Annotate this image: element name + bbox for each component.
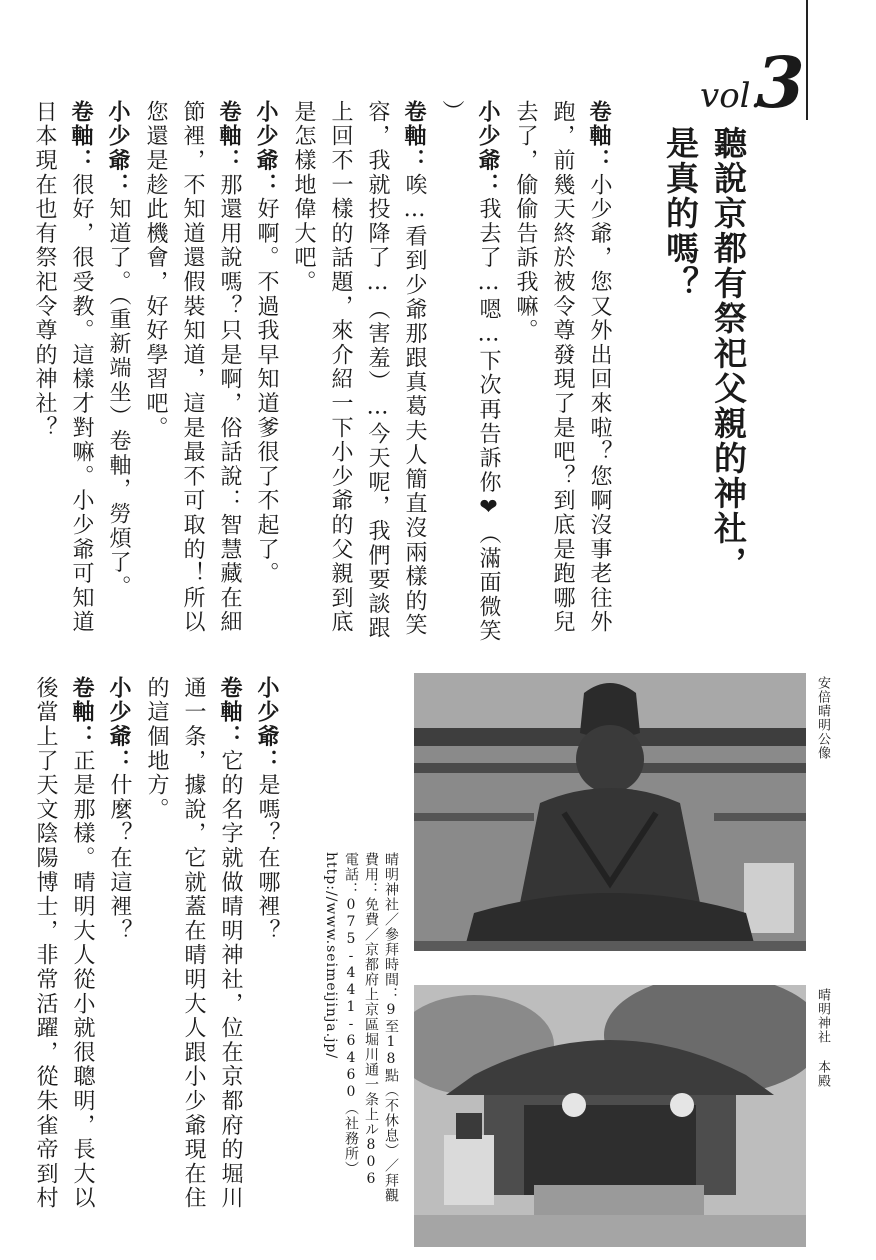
article-title-line-2: 是真的嗎？ — [661, 126, 700, 301]
dialogue-line: 卷軸：正是那樣。晴明大人從小就很聰明，長大以 — [69, 676, 95, 1211]
shrine-caption: 晴明神社 本殿 — [815, 988, 830, 1088]
shrine-info-line: 晴明神社／參拜時間：9至18點（不休息）／拜觀 — [383, 852, 399, 1203]
dialogue-line: 跑，前幾天終於被令尊發現了是吧？到底是跑哪兒 — [550, 100, 575, 635]
page-edge-rule — [806, 0, 808, 120]
shrine-illustration — [414, 985, 806, 1247]
dialogue-line: 卷軸：很好，很受教。這樣才對嘛。小少爺可知道 — [68, 100, 94, 635]
dialogue-line: 卷軸：小少爺，您又外出回來啦？您啊沒事老往外 — [586, 100, 612, 635]
statue-illustration — [414, 673, 806, 951]
statue-photo — [414, 673, 806, 951]
article-title-line-1: 聽說京都有祭祀父親的神社， — [709, 126, 748, 581]
dialogue-line: 後當上了天文陰陽博士，非常活躍，從朱雀帝到村 — [33, 676, 58, 1211]
dialogue-line: 小少爺：好啊。不過我早知道爹很了不起了。 — [253, 100, 279, 587]
dialogue-line: 卷軸：它的名字就做晴明神社，位在京都府的堀川 — [217, 676, 243, 1211]
speaker-label: 卷軸： — [586, 100, 612, 173]
speaker-label: 小少爺： — [253, 100, 279, 198]
dialogue-line: 您還是趁此機會，好好學習吧。 — [143, 100, 168, 441]
speaker-label: 卷軸： — [216, 100, 242, 173]
dialogue-line: 節裡，不知道還假裝知道，這是最不可取的！所以 — [180, 100, 205, 635]
speaker-label: 小少爺： — [105, 100, 131, 198]
shrine-website-link[interactable]: http://www.seimeijinja.jp/ — [323, 852, 339, 1060]
speaker-label: 卷軸： — [69, 676, 95, 749]
speaker-label: 小少爺： — [475, 100, 501, 198]
dialogue-line: 上回不一樣的話題，來介紹一下小少爺的父親到底 — [328, 100, 353, 635]
dialogue-line: 小少爺：是嗎？在哪裡？ — [254, 676, 280, 944]
shrine-photo — [414, 985, 806, 1247]
dialogue-line: 小少爺：什麼？在這裡？ — [106, 676, 132, 944]
dialogue-line: 小少爺：我去了…嗯…下次再告訴你❤（滿面微笑 — [475, 100, 501, 644]
speaker-label: 卷軸： — [401, 100, 427, 173]
statue-caption: 安倍晴明公像 — [815, 676, 830, 760]
dialogue-line: 小少爺：知道了。（重新端坐）卷軸，勞煩了。 — [105, 100, 131, 600]
volume-number: 3 — [756, 41, 805, 124]
dialogue-line: 是怎樣地偉大吧。 — [291, 100, 316, 295]
dialogue-line: 通一条，據說，它就蓋在晴明大人跟小少爺現在住 — [181, 676, 206, 1211]
speaker-label: 卷軸： — [68, 100, 94, 173]
volume-prefix: vol. — [700, 76, 762, 116]
shrine-info-line: 費用：免費／京都府上京區堀川通一条上ル806 — [363, 852, 379, 1188]
volume-label — [700, 41, 805, 128]
speaker-label: 卷軸： — [217, 676, 243, 749]
dialogue-line: ） — [439, 100, 464, 125]
dialogue-line: 日本現在也有祭祀令尊的神社？ — [32, 100, 57, 441]
shrine-info-line: 電話：075-441-6460（社務所） — [343, 852, 359, 1176]
dialogue-line: 去了，偷偷告訴我嘛。 — [513, 100, 538, 343]
dialogue-line: 的這個地方。 — [144, 676, 169, 822]
speaker-label: 小少爺： — [254, 676, 280, 774]
dialogue-line: 卷軸：那還用說嗎？只是啊，俗話說：智慧藏在細 — [216, 100, 242, 635]
dialogue-line: 卷軸：唉…看到少爺那跟真葛夫人簡直沒兩樣的笑 — [401, 100, 427, 638]
dialogue-line: 容，我就投降了…（害羞）…今天呢，我們要談跟 — [365, 100, 390, 641]
speaker-label: 小少爺： — [106, 676, 132, 774]
